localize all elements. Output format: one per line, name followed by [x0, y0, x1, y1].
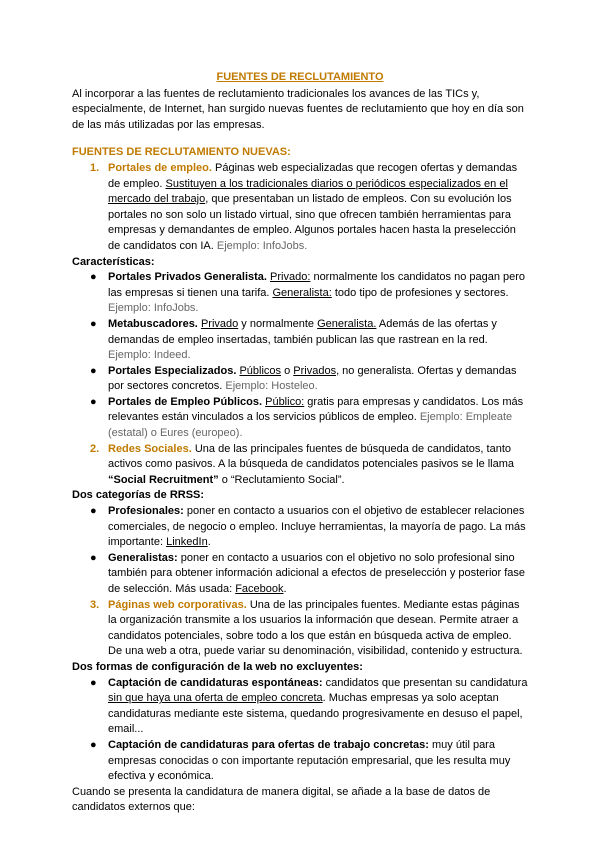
example-text: Ejemplo: InfoJobs.: [216, 239, 308, 252]
item-label: Profesionales:: [108, 505, 184, 518]
example-text: Ejemplo: InfoJobs.: [108, 302, 199, 315]
underlined-text: Públicos: [239, 364, 282, 377]
document-page: [72, 70, 528, 816]
item-text: gratis para empresas y candidatos. Los más relevantes están vinculados a los servicios públicos de empleo.: [108, 395, 524, 424]
list-item-generalistas: [72, 551, 528, 598]
item-text: normalmente los candidatos no pagan pero las empresas si tienen una tarifa.: [108, 271, 526, 299]
list-item-portales-de-empleo: [72, 161, 528, 255]
item-text: o “Reclutamiento Social”.: [218, 473, 345, 486]
list-number: 2.: [90, 442, 100, 455]
item-label: Portales de Empleo Públicos.: [108, 395, 263, 408]
item-text: .: [283, 583, 287, 595]
item-text: todo tipo de profesiones y sectores.: [331, 286, 509, 299]
bullet-icon: ●: [90, 738, 97, 751]
item-text: y normalmente: [238, 317, 318, 330]
item-text: poner en contacto a usuarios con el objetivo no solo profesional sino también para obtener información adicional a efectos de preselección y posterior fase de selección. Más usada:: [108, 551, 526, 595]
item-label: Captación de candidaturas para ofertas de trabajo concretas:: [108, 738, 429, 751]
bullet-icon: ●: [90, 505, 97, 518]
underlined-text: Generalista:: [272, 286, 332, 299]
item-label: Generalistas:: [108, 551, 178, 564]
item-text: .: [207, 536, 211, 549]
web-heading: Dos formas de configuración de la web no excluyentes:: [72, 660, 363, 673]
document-title: FUENTES DE RECLUTAMIENTO: [216, 71, 384, 83]
item-text: muy útil para empresas conocidas o con importante reputación empresarial, que les resulta muy efectiva y económica.: [108, 738, 511, 783]
list-item-redes-sociales: [72, 442, 528, 489]
list-item-portales-especializados: [72, 364, 528, 395]
underlined-text: sin que haya una oferta de empleo concreta: [108, 692, 323, 705]
bullet-icon: ●: [90, 317, 97, 330]
intro-paragraph: Al incorporar a las fuentes de reclutamiento tradicionales los avances de las TICs y, especialmente, de Internet, han surgido nuevas fuentes de reclutamiento que hoy en día son de las más utilizadas por las empresas.: [72, 87, 524, 131]
example-text: Ejemplo: Empleate (estatal) o Eures (europeo).: [108, 411, 513, 440]
underlined-text: Público:: [265, 395, 305, 408]
item-text: Además de las ofertas y demandas de empleo insertadas, también publican las que rastrean en la red.: [108, 317, 497, 346]
list-item-portales-publicos: [72, 395, 528, 442]
item-text: , que presentaban un listado de empleos. Con su evolución los portales no son solo un listado virtual, sino que ofrecen también herramientas para empresas y demandantes de empleo. Algunos portales hacen hasta la preselección de candidatos con IA.: [108, 193, 516, 252]
item-text: Una de las principales fuentes. Mediante estas páginas la organización transmite a los usuarios la información que desean. Permite atraer a candidatos potenciales, sobre todo a los que están en búsqueda activa de empleo. De una web a otra, puede variar su denominación, visibilidad, contenido y estructura.: [108, 598, 523, 658]
list-number: 3.: [90, 598, 100, 611]
underlined-text: Generalista.: [317, 317, 377, 330]
item-text: poner en contacto a usuarios con el objetivo de establecer relaciones comerciales, de negocio o empleo. Incluye herramientas, la mayoría de pago. La más importante:: [108, 505, 526, 549]
example-text: Ejemplo: Indeed.: [108, 349, 191, 362]
section-title: FUENTES DE RECLUTAMIENTO NUEVAS:: [72, 146, 291, 159]
item-label: Portales de empleo.: [108, 161, 212, 174]
item-label: Redes Sociales.: [108, 442, 192, 455]
underlined-text: Sustituyen a los tradicionales diarios o periódicos especializados en el mercado del trabajo: [108, 177, 508, 206]
bold-text: “Social Recruitment”: [108, 473, 219, 486]
list-item-ofertas-concretas: [72, 738, 528, 785]
example-text: Ejemplo: Hosteleo.: [225, 380, 318, 393]
item-label: Captación de candidaturas espontáneas:: [108, 676, 323, 689]
underlined-text: Facebook: [235, 583, 284, 595]
item-label: Páginas web corporativas.: [108, 598, 247, 611]
bullet-icon: ●: [90, 364, 97, 377]
underlined-text: Privado:: [270, 271, 311, 284]
list-item-paginas-web-corporativas: [72, 598, 528, 660]
rrss-heading: Dos categorías de RRSS:: [72, 489, 205, 502]
item-label: Portales Privados Generalista.: [108, 271, 267, 284]
closing-paragraph: Cuando se presenta la candidatura de manera digital, se añade a la base de datos de candidatos externos que:: [72, 785, 491, 814]
item-label: Portales Especializados.: [108, 364, 237, 377]
item-text: o: [281, 364, 294, 377]
list-number: 1.: [90, 161, 100, 174]
caracteristicas-heading: Características:: [72, 255, 155, 268]
list-item-metabuscadores: [72, 317, 528, 364]
underlined-text: Privado: [200, 317, 239, 330]
item-label: Metabuscadores.: [108, 317, 198, 330]
underlined-text: LinkedIn: [166, 536, 208, 549]
bullet-icon: ●: [90, 271, 97, 284]
bullet-icon: ●: [90, 551, 97, 564]
item-text: candidatos que presentan su candidatura: [322, 676, 528, 689]
item-text: Una de las principales fuentes de búsqueda de candidatos, tanto activos como pasivos. A la búsqueda de candidatos potenciales pasivos se le llama: [108, 442, 515, 471]
bullet-icon: ●: [90, 395, 97, 408]
list-item-profesionales: [72, 504, 528, 551]
item-text: Páginas web especializadas que recogen ofertas y demandas de empleo.: [108, 161, 518, 190]
item-text: . Muchas empresas ya solo aceptan candidaturas mediante este sistema, quedando progresivamente en desuso el papel, email...: [108, 692, 523, 736]
list-item-candidaturas-espontaneas: [72, 676, 528, 738]
underlined-text: Privados,: [293, 364, 340, 377]
list-item-portales-privados: [72, 270, 528, 317]
bullet-icon: ●: [90, 676, 97, 689]
item-text: no generalista. Ofertas y demandas por sectores concretos.: [108, 364, 517, 393]
